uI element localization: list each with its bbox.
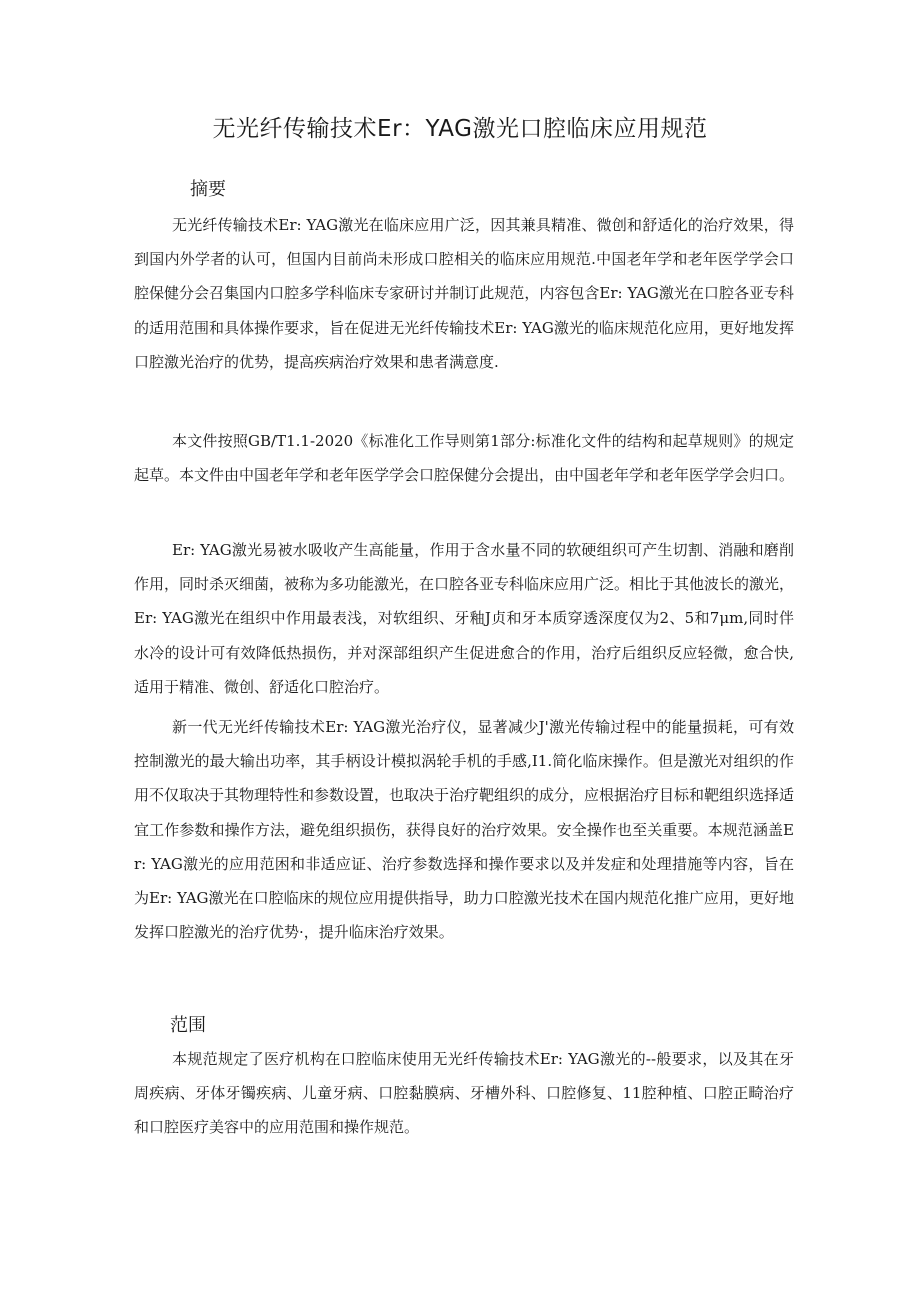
abstract-paragraph-4: 新一代无光纤传输技术Er: YAG激光治疗仪，显著减少J'激光传输过程中的能量损耗，可有效控制激光的最大输出功率，其手柄设计模拟涡轮手机的手感,I1.简化临床操作。但是激光对组织的作用不仅取决于其物理特性和参数设置，也取决于治疗靶组织的成分，应根据治疗目标和靶组织选择适宜工作参数和操作方法，避免组织损伤，获得良好的治疗效果。安全操作也至关重要。本规范涵盖Er: YAG激光的应用范困和非适应证、治疗参数选择和操作要求以及并发症和处理措施等内容，旨在为Er: YAG激光在口腔临床的规位应用提供指导，助力口腔激光技术在国内规范化推广应用，更好地发挥口腔激光的治疗优势·，提升临床治疗效果。 [134,718,795,942]
abstract-paragraph-1: 无光纤传输技术Er: YAG激光在临床应用广泛，因其兼具精准、微创和舒适化的治疗效果，得到国内外学者的认可，但国内目前尚未形成口腔相关的临床应用规范.中国老年学和老年医学学会口腔保健分会召集国内口腔多学科临床专家研讨并制订此规范，内容包含Er: YAG激光在口腔各亚专科的适用范围和具体操作要求，旨在促进无光纤传输技术Er: YAG激光的临床规范化应用，更好地发挥口腔激光治疗的优势，提高疾病治疗效果和患者满意度. [134,216,794,371]
abstract-heading: 摘要 [190,179,226,200]
scope-paragraph-1: 本规范规定了医疗机构在口腔临床使用无光纤传输技术Er: YAG激光的--般要求，以及其在牙周疾病、牙体牙镯疾病、儿童牙病、口腔黏膜病、牙槽外科、口腔修复、11腔种植、口腔正畸治疗和口腔医疗美容中的应用范围和操作规范。 [134,1050,794,1137]
abstract-paragraph-3: Er: YAG激光易被水吸收产生高能量，作用于含水量不同的软硬组织可产生切割、消融和磨削作用，同时杀灭细菌，被称为多功能激光，在口腔各亚专科临床应用广泛。相比于其他波长的激光，Er: YAG激光在组织中作用最表浅，对软组织、牙釉J贞和牙本质穿透深度仅为2、5和7μm,同时伴水冷的设计可有效降低热损伤，并对深部组织产生促进愈合的作用，治疗后组织反应轻微，愈合快,适用于精准、微创、舒适化口腔治疗。 [134,541,795,696]
abstract-paragraph-2: 本文件按照GB/T1.1-2020《标准化工作导则第1部分:标准化文件的结构和起草规则》的规定起草。本文件由中国老年学和老年医学学会口腔保健分会提出，由中国老年学和老年医学学会归口。 [134,432,795,485]
scope-heading: 范围 [170,1015,206,1036]
document-title: 无光纤传输技术Er：YAG激光口腔临床应用规范 [212,116,708,142]
